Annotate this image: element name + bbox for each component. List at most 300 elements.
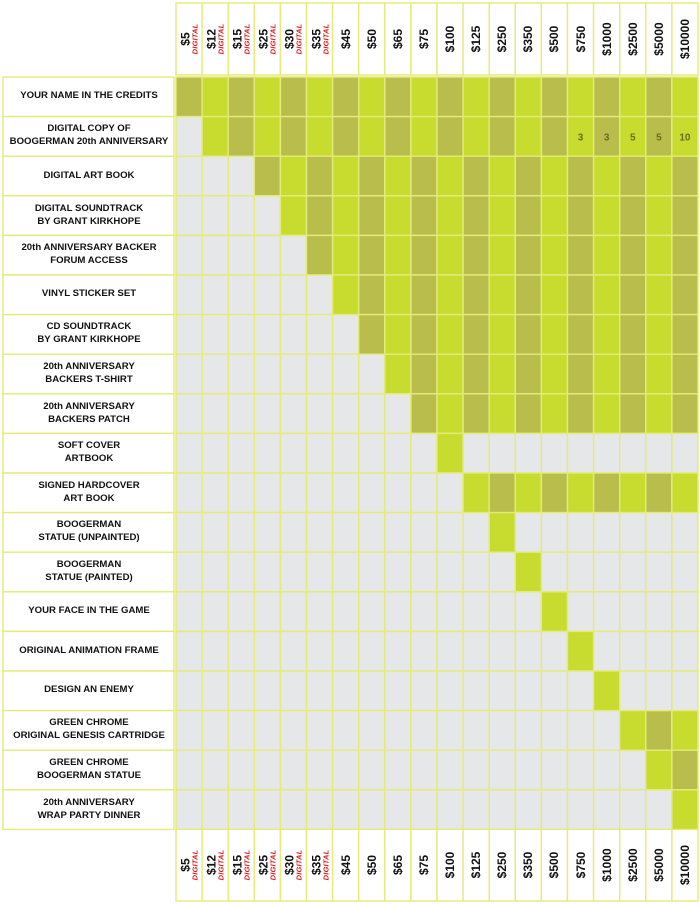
cell-r13-c17-empty [620,592,646,632]
cell-r17-c17-empty [620,750,646,790]
reward-label [4,711,174,751]
cell-r2-c11-included [463,156,489,196]
cell-r3-c10-included [437,196,463,236]
cell-r1-c0-empty [176,117,202,157]
cell-r6-c5-empty [307,315,333,355]
cell-r18-c0-empty [176,790,202,830]
cell-r0-c13-included [515,77,541,117]
tier-label-rotated [340,855,352,875]
tier-amount: $35 [308,854,323,876]
tier-label-rotated [470,26,482,53]
cell-r7-c15-included [568,354,594,394]
tier-amount: $500 [547,851,562,879]
cell-r1-c9-included [411,117,437,157]
cell-r18-c5-empty [307,790,333,830]
footer-tier-label [541,829,567,901]
tier-label-rotated [258,24,278,55]
tier-label-rotated [575,852,587,879]
tier-amount: $50 [364,28,379,50]
cell-r12-c18-empty [646,552,672,592]
cell-r14-c5-empty [307,631,333,671]
footer-tier-label [463,829,489,901]
header-tier-label [280,3,306,75]
cell-r16-c12-empty [489,711,515,751]
cell-r3-c19-included [672,196,698,236]
cell-r18-c16-empty [594,790,620,830]
cell-r8-c7-empty [359,394,385,434]
cell-r18-c6-empty [333,790,359,830]
cell-r18-c18-empty [646,790,672,830]
cell-r10-c10-empty [437,473,463,513]
footer-tier-label [385,829,411,901]
reward-label [4,513,174,553]
header-tier-label [359,3,385,75]
cell-r0-c14-included [541,77,567,117]
cell-r13-c14-included [541,592,567,632]
cell-r17-c3-empty [254,750,280,790]
cell-r8-c17-included [620,394,646,434]
cell-r9-c3-empty [254,433,280,473]
tier-amount: $750 [573,851,588,879]
cell-r5-c2-empty [228,275,254,315]
cell-r13-c10-empty [437,592,463,632]
cell-r6-c16-included [594,315,620,355]
cell-r9-c4-empty [280,433,306,473]
reward-label-text: DESIGN AN ENEMY [44,684,134,696]
cell-r11-c1-empty [202,513,228,553]
tier-amount: $50 [364,854,379,876]
cell-r16-c6-empty [333,711,359,751]
reward-label-text: 20th ANNIVERSARY BACKERS T-SHIRT [43,361,135,385]
cell-r8-c16-included [594,394,620,434]
cell-r4-c6-included [333,235,359,275]
cell-r15-c15-empty [568,671,594,711]
tier-amount: $75 [416,854,431,876]
cell-r13-c1-empty [202,592,228,632]
cell-r2-c12-included [489,156,515,196]
cell-r11-c18-empty [646,513,672,553]
cell-r16-c17-included [620,711,646,751]
quantity-label-r1-t17: 5 [629,132,636,144]
reward-label [4,275,174,315]
cell-r7-c10-included [437,354,463,394]
cell-r11-c11-empty [463,513,489,553]
tier-amount: $125 [469,25,484,53]
cell-r9-c16-empty [594,433,620,473]
header-tier-label [594,3,620,75]
cell-r16-c11-empty [463,711,489,751]
cell-r4-c16-included [594,235,620,275]
cell-r18-c1-empty [202,790,228,830]
tier-digital-tag: DIGITAL [216,23,226,55]
cell-r14-c10-empty [437,631,463,671]
tier-amount: $125 [469,851,484,879]
cell-r15-c3-empty [254,671,280,711]
cell-r15-c16-included [594,671,620,711]
cell-r3-c14-included [541,196,567,236]
cell-r1-c13-included [515,117,541,157]
reward-label-text: CD SOUNDTRACK BY GRANT KIRKHOPE [37,321,141,346]
cell-r7-c2-empty [228,354,254,394]
cell-r8-c15-included [568,394,594,434]
reward-label [4,394,174,434]
footer-tier-label [672,829,698,901]
cell-r2-c1-empty [202,156,228,196]
cell-r7-c16-included [594,354,620,394]
cell-r4-c14-included [541,235,567,275]
cell-r15-c0-empty [176,671,202,711]
cell-r6-c14-included [541,315,567,355]
cell-r0-c8-included [385,77,411,117]
cell-r5-c7-included [359,275,385,315]
cell-r7-c14-included [541,354,567,394]
tier-amount: $45 [338,854,353,876]
cell-r17-c15-empty [568,750,594,790]
cell-r14-c7-empty [359,631,385,671]
tier-amount: $25 [256,854,271,876]
cell-r13-c3-empty [254,592,280,632]
cell-r1-c2-included [228,117,254,157]
cell-r12-c9-empty [411,552,437,592]
cell-r3-c5-included [307,196,333,236]
header-tier-label [489,3,515,75]
cell-r7-c12-included [489,354,515,394]
cell-r5-c5-empty [307,275,333,315]
cell-r12-c1-empty [202,552,228,592]
cell-r5-c9-included [411,275,437,315]
cell-r1-c6-included [333,117,359,157]
footer-tier-label [333,829,359,901]
cell-r8-c19-included [672,394,698,434]
cell-r4-c5-included [307,235,333,275]
tier-label-rotated [522,26,534,53]
cell-r18-c17-empty [620,790,646,830]
cell-r10-c7-empty [359,473,385,513]
cell-r16-c1-empty [202,711,228,751]
cell-r11-c17-empty [620,513,646,553]
cell-r3-c16-included [594,196,620,236]
tier-label-rotated [179,24,199,55]
cell-r6-c15-included [568,315,594,355]
cell-r10-c13-included [515,473,541,513]
cell-r10-c2-empty [228,473,254,513]
cell-r7-c0-empty [176,354,202,394]
cell-r9-c14-empty [541,433,567,473]
cell-r9-c11-empty [463,433,489,473]
cell-r17-c16-empty [594,750,620,790]
cell-r3-c3-empty [254,196,280,236]
tier-amount: $2500 [625,848,640,882]
cell-r11-c14-empty [541,513,567,553]
cell-r9-c18-empty [646,433,672,473]
tier-label-rotated [310,24,330,55]
cell-r14-c11-empty [463,631,489,671]
tier-label-rotated [284,850,304,881]
cell-r18-c12-empty [489,790,515,830]
cell-r3-c12-included [489,196,515,236]
cell-r18-c19-included [672,790,698,830]
cell-r15-c11-empty [463,671,489,711]
cell-r10-c15-included [568,473,594,513]
cell-r11-c6-empty [333,513,359,553]
cell-r6-c4-empty [280,315,306,355]
cell-r2-c8-included [385,156,411,196]
cell-r1-c4-included [280,117,306,157]
cell-r13-c18-empty [646,592,672,632]
tier-amount: $12 [204,28,219,50]
cell-r0-c12-included [489,77,515,117]
tier-digital-tag: DIGITAL [190,849,200,881]
cell-r12-c4-empty [280,552,306,592]
cell-r16-c3-empty [254,711,280,751]
reward-label [4,473,174,513]
cell-r1-c3-included [254,117,280,157]
cell-r7-c13-included [515,354,541,394]
cell-r6-c0-empty [176,315,202,355]
cell-r8-c0-empty [176,394,202,434]
cell-r12-c13-included [515,552,541,592]
tier-digital-tag: DIGITAL [242,23,252,55]
tier-amount: $75 [416,28,431,50]
cell-r0-c15-included [568,77,594,117]
tier-amount: $25 [256,28,271,50]
tier-label-rotated [679,845,691,885]
cell-r10-c3-empty [254,473,280,513]
cell-r16-c18-included [646,711,672,751]
cell-r14-c1-empty [202,631,228,671]
tier-label-rotated [548,26,560,53]
cell-r0-c7-included [359,77,385,117]
cell-r2-c10-included [437,156,463,196]
cell-r0-c11-included [463,77,489,117]
cell-r15-c9-empty [411,671,437,711]
tier-amount: $15 [230,28,245,50]
tier-label-rotated [366,29,378,49]
footer-tier-label [437,829,463,901]
tier-digital-tag: DIGITAL [268,849,278,881]
tier-amount: $250 [495,851,510,879]
cell-r9-c5-empty [307,433,333,473]
cell-r16-c5-empty [307,711,333,751]
cell-r15-c17-empty [620,671,646,711]
cell-r4-c10-included [437,235,463,275]
cell-r13-c15-empty [568,592,594,632]
cell-r10-c6-empty [333,473,359,513]
cell-r12-c12-empty [489,552,515,592]
cell-r18-c14-empty [541,790,567,830]
cell-r18-c13-empty [515,790,541,830]
cell-r8-c1-empty [202,394,228,434]
cell-r15-c5-empty [307,671,333,711]
tier-label-rotated [522,852,534,879]
tier-label-rotated [205,850,225,881]
tier-amount: $350 [521,25,536,53]
cell-r7-c1-empty [202,354,228,394]
cell-r2-c15-included [568,156,594,196]
tier-amount: $35 [308,28,323,50]
cell-r3-c4-included [280,196,306,236]
cell-r3-c9-included [411,196,437,236]
cell-r15-c19-empty [672,671,698,711]
tier-amount: $5000 [651,848,666,882]
cell-r5-c17-included [620,275,646,315]
cell-r16-c0-empty [176,711,202,751]
cell-r15-c4-empty [280,671,306,711]
tier-digital-tag: DIGITAL [216,849,226,881]
cell-r3-c13-included [515,196,541,236]
tier-label-rotated [444,852,456,879]
reward-label [4,433,174,473]
tier-label-rotated [258,850,278,881]
cell-r10-c18-included [646,473,672,513]
cell-r5-c6-included [333,275,359,315]
cell-r6-c3-empty [254,315,280,355]
cell-r5-c3-empty [254,275,280,315]
footer-tier-label [359,829,385,901]
cell-r18-c15-empty [568,790,594,830]
cell-r14-c13-empty [515,631,541,671]
header-tier-label [254,3,280,75]
footer-tier-label [176,829,202,901]
cell-r16-c4-empty [280,711,306,751]
cell-r17-c18-included [646,750,672,790]
tier-label-rotated [392,855,404,875]
footer-tier-label [307,829,333,901]
footer-tier-label [254,829,280,901]
tier-label-rotated [179,850,199,881]
header-tier-label [568,3,594,75]
cell-r16-c9-empty [411,711,437,751]
header-tier-label [385,3,411,75]
cell-r5-c1-empty [202,275,228,315]
cell-r0-c17-included [620,77,646,117]
cell-r9-c1-empty [202,433,228,473]
cell-r13-c19-empty [672,592,698,632]
cell-r15-c13-empty [515,671,541,711]
tier-label-rotated [205,24,225,55]
tier-digital-tag: DIGITAL [294,849,304,881]
reward-label-text: SIGNED HARDCOVER ART BOOK [38,479,140,504]
quantity-label-r1-t15: 3 [577,132,584,144]
cell-r13-c2-empty [228,592,254,632]
cell-r9-c8-empty [385,433,411,473]
cell-r4-c15-included [568,235,594,275]
cell-r1-c11-included [463,117,489,157]
cell-r15-c6-empty [333,671,359,711]
cell-r5-c11-included [463,275,489,315]
cell-r2-c4-included [280,156,306,196]
reward-label [4,790,174,830]
cell-r8-c4-empty [280,394,306,434]
quantity-label-r1-t19: 10 [679,132,691,144]
cell-r7-c5-empty [307,354,333,394]
cell-r11-c16-empty [594,513,620,553]
cell-r9-c0-empty [176,433,202,473]
cell-r4-c18-included [646,235,672,275]
cell-r14-c9-empty [411,631,437,671]
cell-r4-c4-empty [280,235,306,275]
cell-r12-c5-empty [307,552,333,592]
cell-r0-c6-included [333,77,359,117]
cell-r14-c19-empty [672,631,698,671]
cell-r4-c19-included [672,235,698,275]
cell-r11-c7-empty [359,513,385,553]
tier-amount: $10000 [677,844,692,886]
tier-amount: $15 [230,854,245,876]
cell-r11-c3-empty [254,513,280,553]
cell-r3-c18-included [646,196,672,236]
cell-r3-c11-included [463,196,489,236]
cell-r5-c19-included [672,275,698,315]
cell-r4-c9-included [411,235,437,275]
cell-r17-c4-empty [280,750,306,790]
cell-r14-c0-empty [176,631,202,671]
reward-label-text: BOOGERMAN STATUE (UNPAINTED) [38,519,140,544]
cell-r7-c7-empty [359,354,385,394]
reward-label-text: ORIGINAL ANIMATION FRAME [19,644,159,656]
cell-r7-c3-empty [254,354,280,394]
cell-r7-c18-included [646,354,672,394]
cell-r18-c4-empty [280,790,306,830]
reward-label-text: GREEN CHROME ORIGINAL GENESIS CARTRIDGE [13,717,165,742]
cell-r15-c10-empty [437,671,463,711]
tier-label-rotated [418,855,430,875]
cell-r10-c17-included [620,473,646,513]
cell-r12-c19-empty [672,552,698,592]
header-tier-label [333,3,359,75]
cell-r10-c0-empty [176,473,202,513]
footer-tier-label [646,829,672,901]
cell-r8-c5-empty [307,394,333,434]
tier-label-rotated [310,850,330,881]
cell-r9-c6-empty [333,433,359,473]
cell-r5-c8-included [385,275,411,315]
cell-r0-c0-included [176,77,202,117]
cell-r17-c9-empty [411,750,437,790]
cell-r17-c11-empty [463,750,489,790]
cell-r5-c12-included [489,275,515,315]
cell-r9-c13-empty [515,433,541,473]
reward-label-text: YOUR NAME IN THE CREDITS [20,90,158,102]
cell-r10-c12-included [489,473,515,513]
cell-r18-c2-empty [228,790,254,830]
cell-r17-c0-empty [176,750,202,790]
header-tier-label [437,3,463,75]
cell-r15-c2-empty [228,671,254,711]
header-tier-label [307,3,333,75]
cell-r4-c7-included [359,235,385,275]
reward-label [4,156,174,196]
cell-r3-c6-included [333,196,359,236]
header-tier-label [672,3,698,75]
cell-r16-c13-empty [515,711,541,751]
cell-r13-c0-empty [176,592,202,632]
reward-label-text: DIGITAL SOUNDTRACK BY GRANT KIRKHOPE [34,202,144,227]
cell-r13-c5-empty [307,592,333,632]
cell-r16-c19-included [672,711,698,751]
cell-r6-c19-included [672,315,698,355]
cell-r5-c13-included [515,275,541,315]
cell-r4-c17-included [620,235,646,275]
cell-r14-c18-empty [646,631,672,671]
cell-r15-c14-empty [541,671,567,711]
cell-r2-c18-included [646,156,672,196]
cell-r11-c0-empty [176,513,202,553]
footer-tier-label [411,829,437,901]
cell-r13-c9-empty [411,592,437,632]
tier-amount: $350 [521,851,536,879]
cell-r2-c3-included [254,156,280,196]
